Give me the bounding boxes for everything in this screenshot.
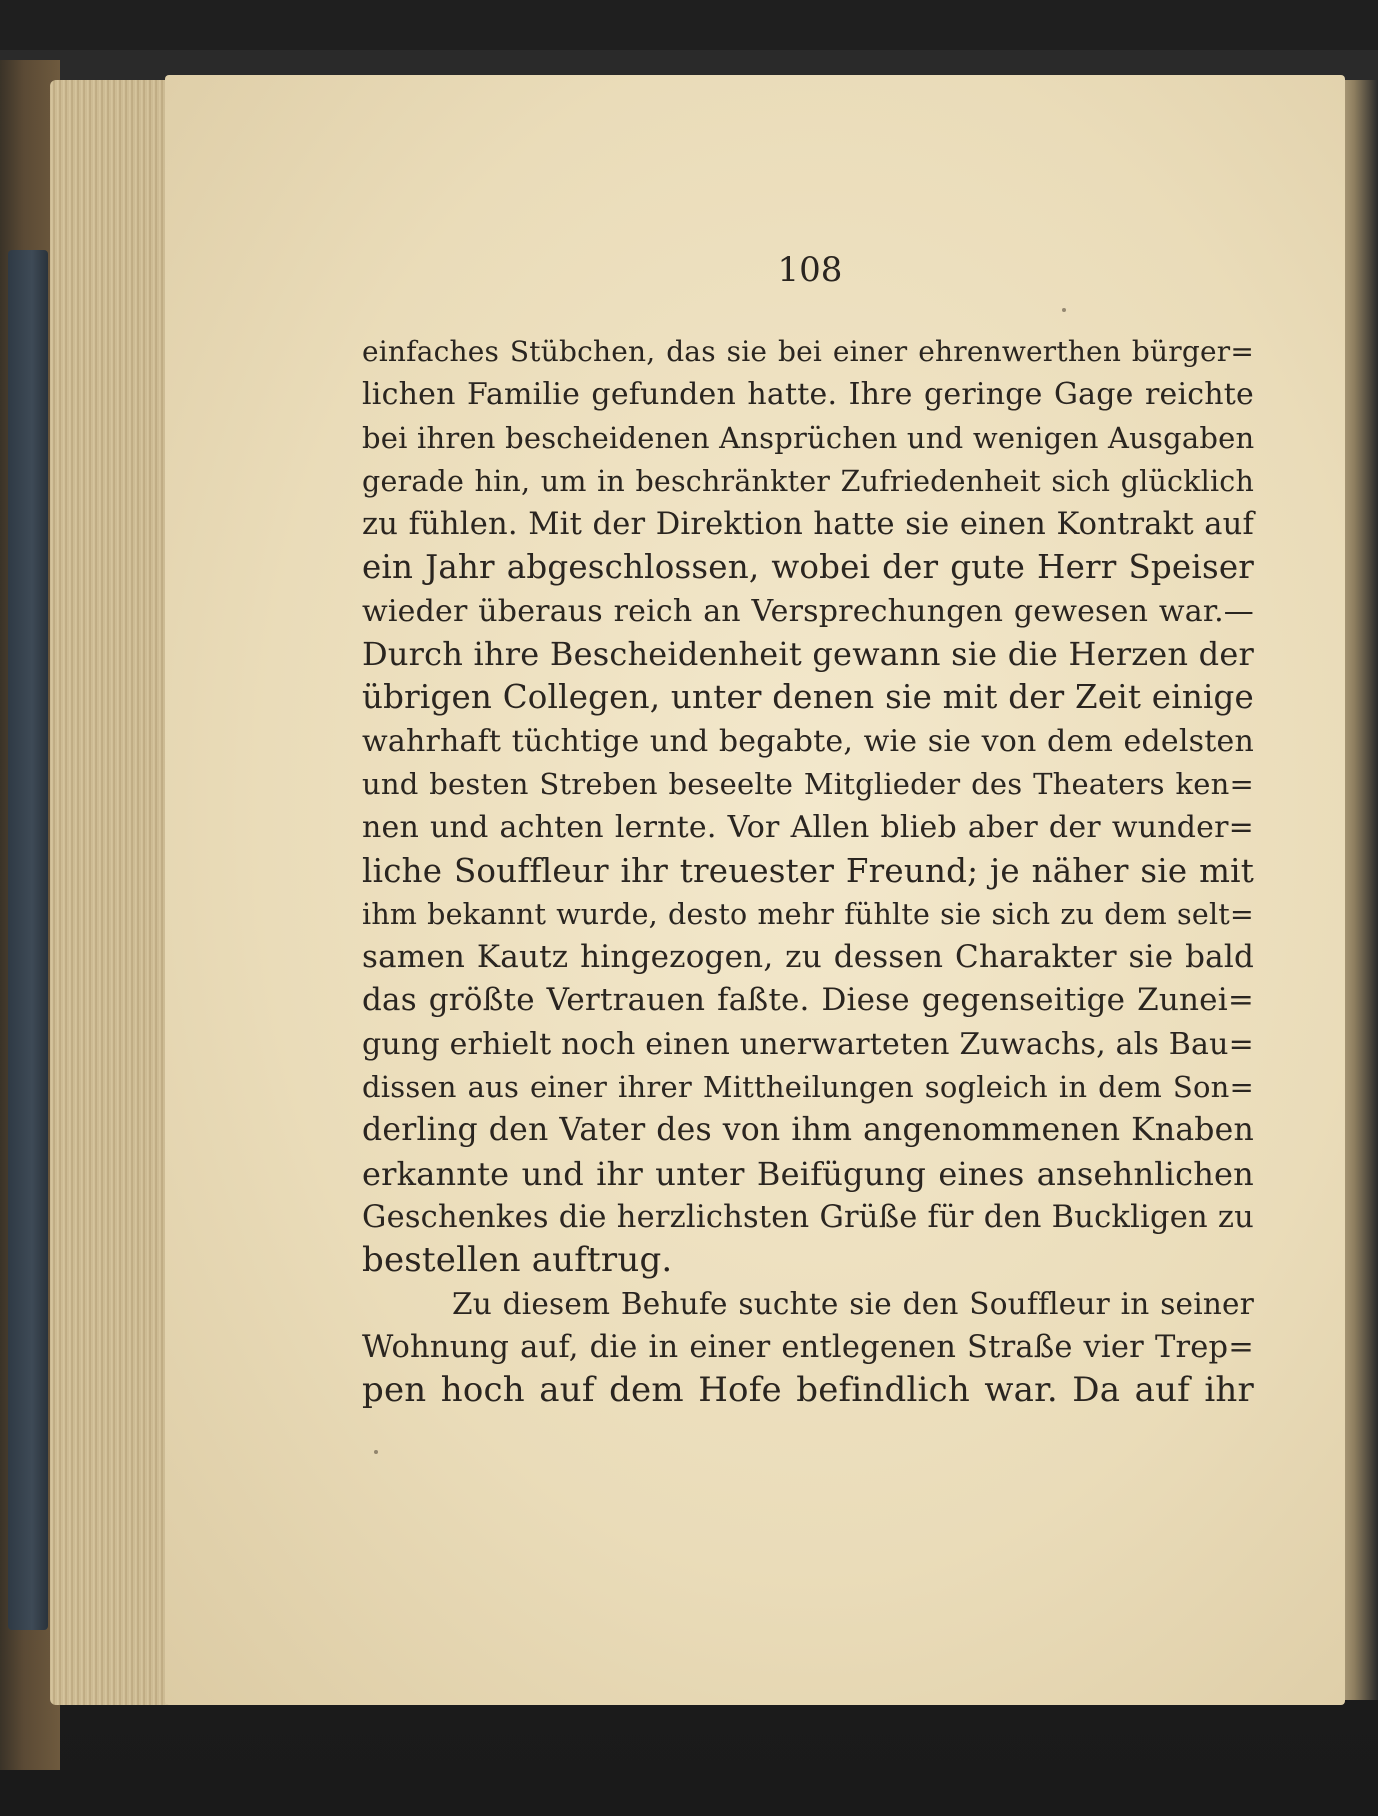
spine-cloth — [8, 250, 48, 1630]
text-line: wahrhaft tüchtige und begabte, wie sie von dem edelsten — [362, 723, 1254, 759]
text-line: nen und achten lernte. Vor Allen blieb aber der wunder= — [362, 810, 1254, 846]
text-line: bei ihren bescheidenen Ansprüchen und wenigen Ausgaben — [362, 420, 1255, 455]
text-line: zu fühlen. Mit der Direktion hatte sie einen Kontrakt auf — [362, 507, 1254, 543]
text-line: Wohnung auf, die in einer entlegenen Straße vier Trep= — [362, 1329, 1254, 1365]
text-line: wieder überaus reich an Versprechungen gewesen war.— — [362, 593, 1254, 629]
paper-speck — [374, 1450, 378, 1454]
text-line: dissen aus einer ihrer Mittheilungen sogleich in dem Son= — [362, 1070, 1254, 1105]
text-line: Zu diesem Behufe suchte sie den Souffleur in seiner — [452, 1286, 1254, 1321]
text-line: liche Souffleur ihr treuester Freund; je näher sie mit — [362, 851, 1254, 890]
text-line: pen hoch auf dem Hofe befindlich war. Da auf ihr — [362, 1370, 1254, 1411]
text-line: erkannte und ihr unter Beifügung eines ansehnlichen — [362, 1154, 1254, 1193]
text-line: lichen Familie gefunden hatte. Ihre geringe Gage reichte — [362, 377, 1254, 413]
text-line: ihm bekannt wurde, desto mehr fühlte sie sich zu dem selt= — [362, 897, 1254, 931]
text-line: samen Kautz hingezogen, zu dessen Charakter sie bald — [362, 939, 1254, 976]
text-line: übrigen Collegen, unter denen sie mit der Zeit einige — [362, 678, 1254, 717]
page-number: 108 — [777, 250, 843, 290]
text-line: bestellen auftrug. — [362, 1240, 673, 1281]
text-line: gung erhielt noch einen unerwarteten Zuwachs, als Bau= — [362, 1026, 1254, 1062]
text-line: und besten Streben beseelte Mitglieder des Theaters ken= — [362, 766, 1254, 801]
text-line: das größte Vertrauen faßte. Diese gegenseitige Zunei= — [362, 982, 1254, 1019]
text-line: ein Jahr abgeschlossen, wobei der gute Herr Speiser — [362, 548, 1254, 587]
text-line: gerade hin, um in beschränkter Zufriedenheit sich glücklich — [362, 464, 1254, 498]
text-line: derling den Vater des von ihm angenommenen Knaben — [362, 1112, 1254, 1149]
paper-speck — [1062, 308, 1066, 312]
text-line: einfaches Stübchen, das sie bei einer ehrenwerthen bürger= — [362, 335, 1254, 368]
text-line: Durch ihre Bescheidenheit gewann sie die Herzen der — [362, 635, 1254, 674]
text-line: Geschenkes die herzlichsten Grüße für den Buckligen zu — [362, 1199, 1254, 1235]
page-text — [362, 330, 1254, 1412]
